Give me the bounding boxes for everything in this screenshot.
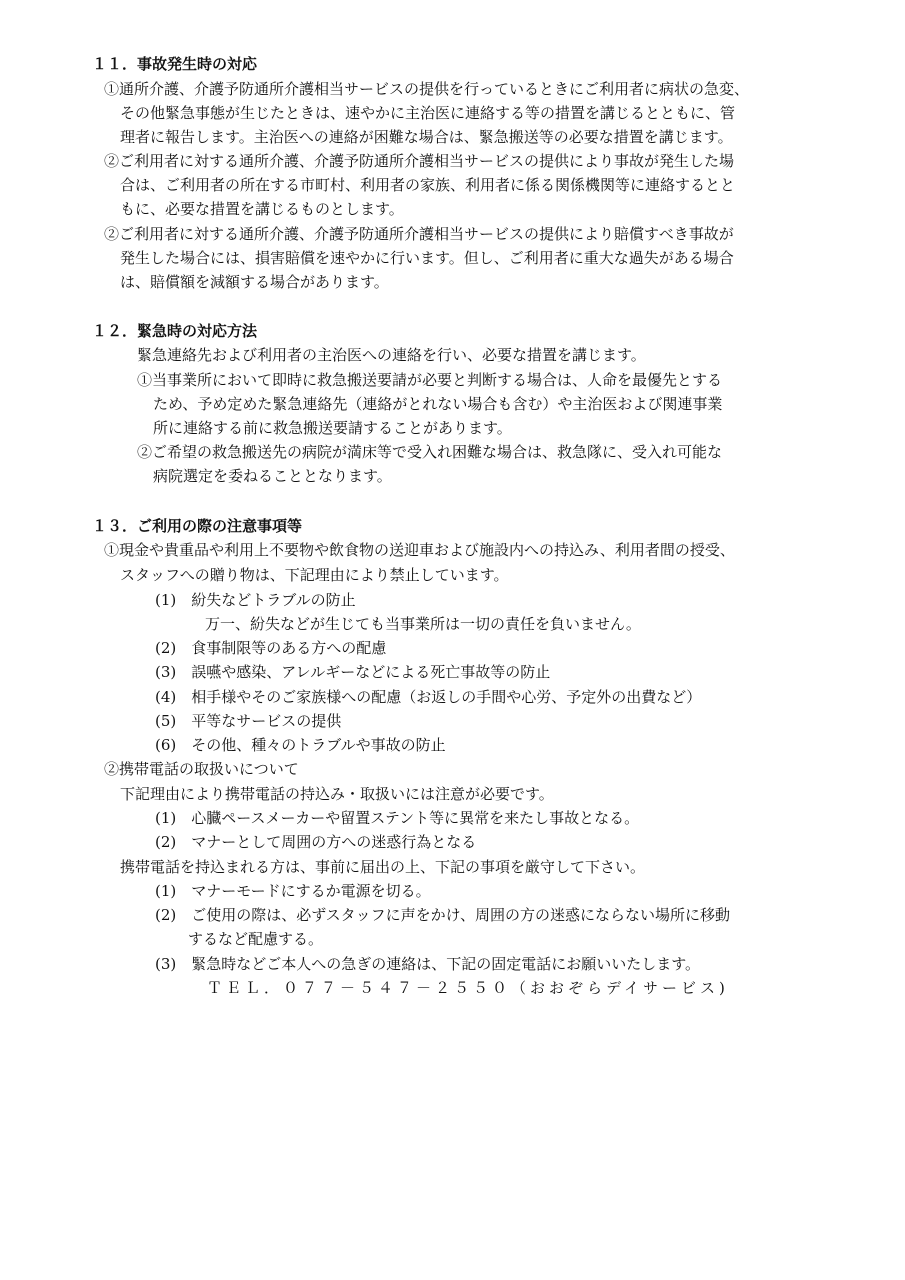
section-11-line: ②ご利用者に対する通所介護、介護予防通所介護相当サービスの提供により事故が発生した場	[104, 152, 735, 170]
section-12-line: 病院選定を委ねることとなります。	[153, 467, 392, 485]
reason-item: (4) 相手様やそのご家族様への配慮（お返しの手間や心労、予定外の出費など）	[155, 688, 702, 706]
section-13-line: ①現金や貴重品や利用上不要物や飲食物の送迎車および施設内への持込み、利用者間の授受、	[104, 541, 735, 559]
reason-item: (2) 食事制限等のある方への配慮	[155, 639, 387, 657]
rule-item: (2) ご使用の際は、必ずスタッフに声をかけ、周囲の方の迷惑にならない場所に移動	[155, 906, 731, 924]
reason-item: (1) 紛失などトラブルの防止	[155, 591, 356, 609]
section-13-line: 下記理由により携帯電話の持込み・取扱いには注意が必要です。	[120, 785, 554, 803]
reason-item: (1) 心臓ペースメーカーや留置ステント等に異常を来たし事故となる。	[155, 809, 640, 827]
section-12-line: ため、予め定めた緊急連絡先（連絡がとれない場合も含む）や主治医および関連事業	[153, 395, 723, 413]
section-12-line: ①当事業所において即時に救急搬送要請が必要と判断する場合は、人命を最優先とする	[137, 371, 723, 389]
section-11-line: ①通所介護、介護予防通所介護相当サービスの提供を行っているときにご利用者に病状の急変、	[104, 80, 750, 98]
section-11-line: 合は、ご利用者の所在する市町村、利用者の家族、利用者に係る関係機関等に連絡するとと	[120, 176, 736, 194]
section-12-line: ②ご希望の救急搬送先の病院が満床等で受入れ困難な場合は、救急隊に、受入れ可能な	[137, 443, 723, 461]
section-11-line: その他緊急事態が生じたときは、速やかに主治医に連絡する等の措置を講じるとともに、管	[120, 104, 736, 122]
section-11-line: は、賠償額を減額する場合があります。	[120, 273, 389, 291]
reason-item: (3) 誤嚥や感染、アレルギーなどによる死亡事故等の防止	[155, 663, 551, 681]
section-11-line: もに、必要な措置を講じるものとします。	[120, 200, 404, 218]
section-13-heading: １３．ご利用の際の注意事項等	[92, 517, 303, 535]
section-11-line: ②ご利用者に対する通所介護、介護予防通所介護相当サービスの提供により賠償すべき事故が	[104, 225, 734, 243]
reason-item: (6) その他、種々のトラブルや事故の防止	[155, 736, 446, 754]
rule-item-continued: するなど配慮する。	[188, 930, 324, 948]
rule-item: (3) 緊急時などご本人への急ぎの連絡は、下記の固定電話にお願いいたします。	[155, 955, 701, 973]
rule-item: (1) マナーモードにするか電源を切る。	[155, 882, 431, 900]
section-13-line: 携帯電話を持込まれる方は、事前に届出の上、下記の事項を厳守して下さい。	[120, 858, 646, 876]
section-13-line: ②携帯電話の取扱いについて	[104, 760, 299, 778]
contact-telephone: ＴＥＬ．０７７－５４７－２５５０（おおぞらデイサービス)	[207, 979, 729, 997]
section-13-line: スタッフへの贈り物は、下記理由により禁止しています。	[120, 566, 509, 584]
section-11-heading: １１．事故発生時の対応	[92, 55, 258, 73]
reason-item: (5) 平等なサービスの提供	[155, 712, 342, 730]
reason-note: 万一、紛失などが生じても当事業所は一切の責任を負いません。	[205, 615, 641, 633]
section-11-line: 発生した場合には、損害賠償を速やかに行います。但し、ご利用者に重大な過失がある場合	[120, 249, 734, 267]
section-12-line: 所に連絡する前に救急搬送要請することがあります。	[153, 419, 512, 437]
reason-item: (2) マナーとして周囲の方への迷惑行為となる	[155, 833, 477, 851]
section-11-line: 理者に報告します。主治医への連絡が困難な場合は、緊急搬送等の必要な措置を講じます。	[120, 128, 733, 146]
section-12-heading: １２．緊急時の対応方法	[92, 322, 258, 340]
section-12-line: 緊急連絡先および利用者の主治医への連絡を行い、必要な措置を講じます。	[137, 346, 646, 364]
